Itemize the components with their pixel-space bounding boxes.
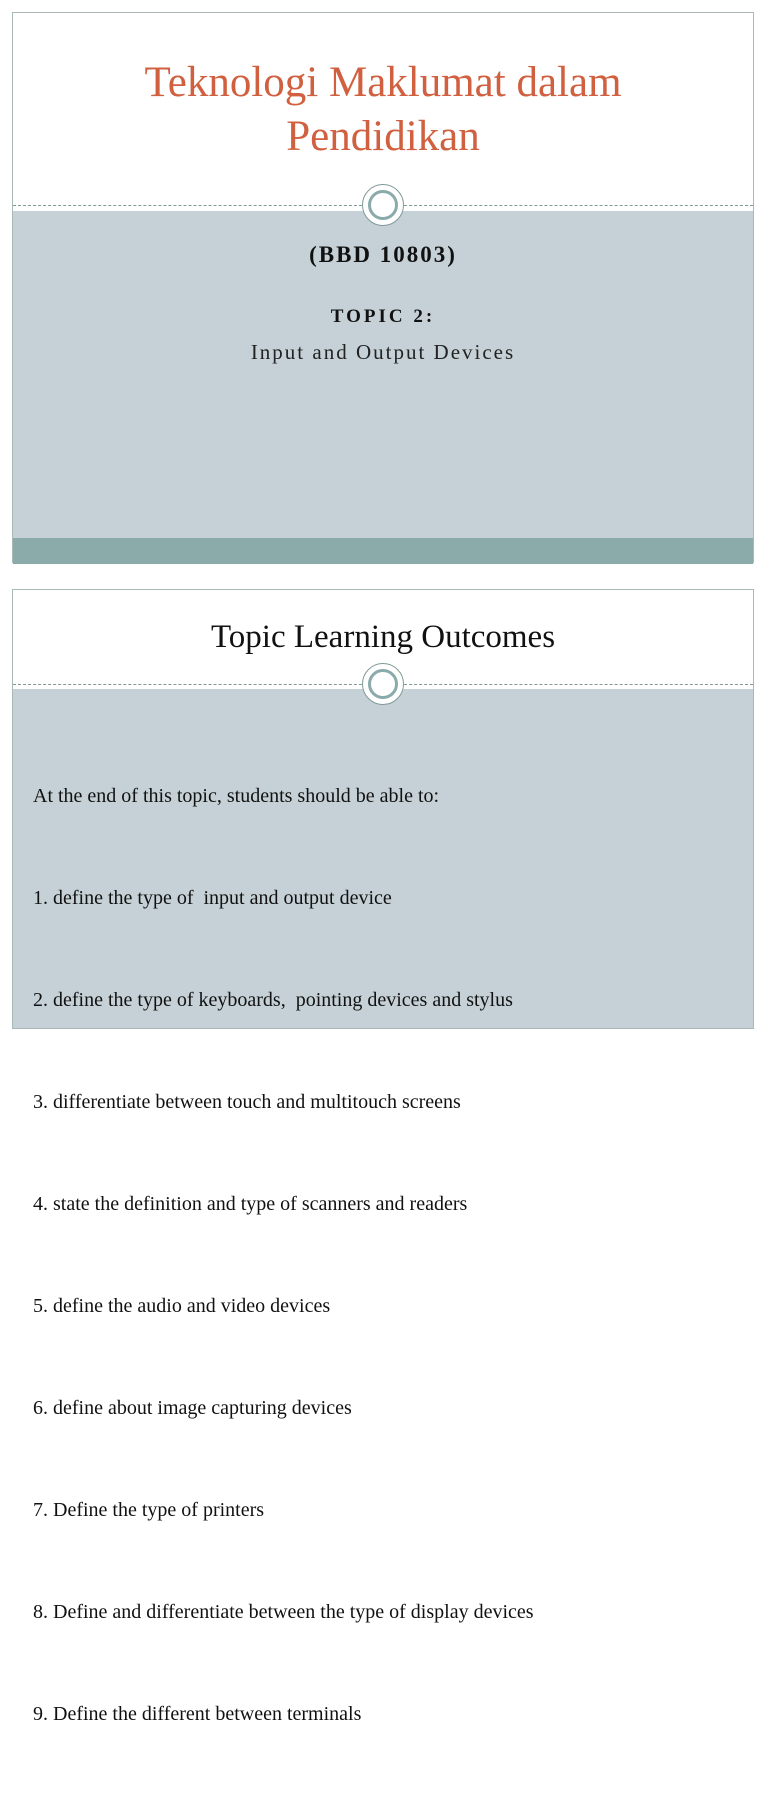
- outcome-item: 8. Define and differentiate between the type of display devices: [33, 1601, 534, 1623]
- footer-band: [13, 538, 753, 564]
- circle-ornament-icon: [362, 663, 404, 705]
- outcome-item: 5. define the audio and video devices: [33, 1295, 331, 1317]
- title-area: [13, 13, 753, 206]
- outcome-item: 9. Define the different between terminals: [33, 1703, 362, 1725]
- topic-label: TOPIC 2:: [330, 306, 436, 327]
- outcomes-slide: [12, 589, 754, 1725]
- outcome-item: 3. differentiate between touch and multitouch screens: [33, 1091, 461, 1113]
- outcome-item: 1. define the type of input and output device: [33, 887, 392, 909]
- outcome-item: 6. define about image capturing devices: [33, 1397, 352, 1419]
- outcome-item: 7. Define the type of printers: [33, 1499, 265, 1521]
- outcome-item: 2. define the type of keyboards, pointing devices and stylus: [33, 989, 513, 1011]
- topic-name: Input and Output Devices: [250, 340, 516, 364]
- circle-ornament-icon: [362, 184, 404, 226]
- title-slide: [12, 12, 754, 563]
- course-code: (BBD 10803): [309, 242, 457, 267]
- outcome-item: 4. state the definition and type of scanners and readers: [33, 1193, 468, 1215]
- outcomes-list: [33, 711, 534, 1799]
- slide-title: Topic Learning Outcomes: [210, 618, 556, 655]
- outcomes-intro: At the end of this topic, students should be able to:: [33, 785, 440, 807]
- slide-title: Teknologi Maklumat dalam Pendidikan: [144, 58, 622, 160]
